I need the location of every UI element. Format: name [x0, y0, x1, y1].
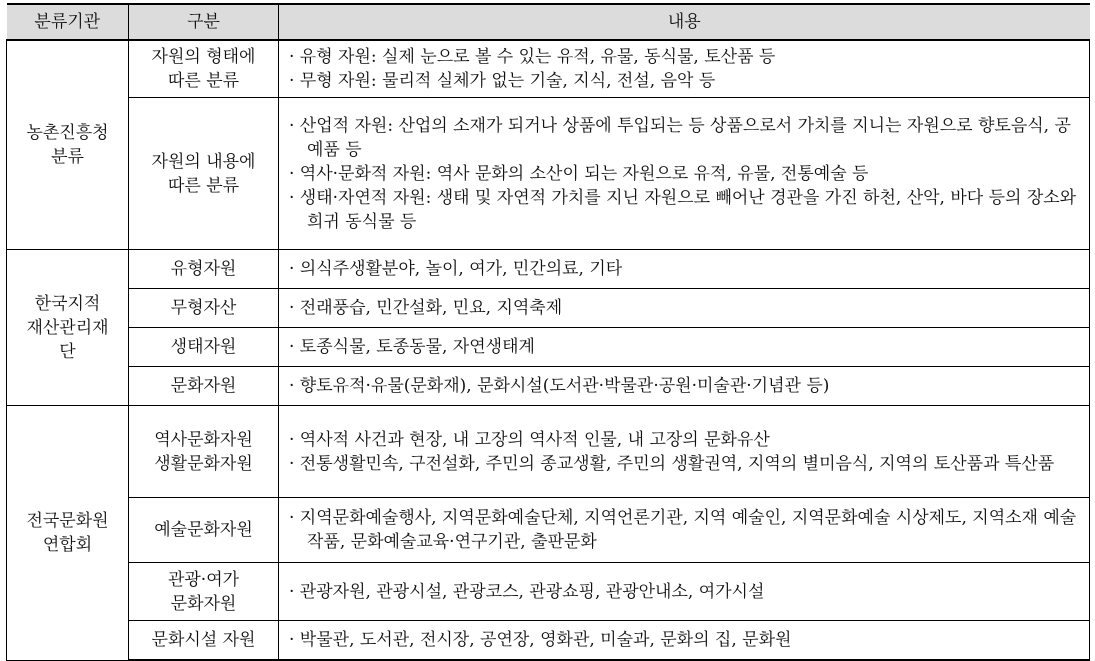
category-cell [129, 498, 279, 563]
table-row [7, 498, 1090, 563]
header-row [7, 4, 1090, 40]
category-cell [129, 98, 279, 250]
category-name: 자원의 형태에 따른 분류 [151, 47, 256, 91]
content-item: · 생태·자연적 자원: 생태 및 자연적 가치를 지닌 자원으로 빼어난 경관을 가진 하천, 산악, 바다 등의 장소와 희귀 동식물 등 [289, 187, 1077, 232]
header-category: 구분 [129, 4, 279, 40]
category-cell [129, 563, 279, 621]
table-row [7, 98, 1090, 250]
header-content: 내용 [279, 4, 1090, 40]
category-name: 생태자원 [170, 337, 237, 357]
category-name: 자원의 내용에 따른 분류 [151, 151, 256, 196]
category-name: 문화자원 [170, 376, 237, 396]
table-row [7, 621, 1090, 661]
content-item: · 유형 자원: 실제 눈으로 볼 수 있는 유적, 유물, 동식물, 토산품 등 [289, 47, 776, 67]
category-name: 무형자산 [170, 298, 237, 318]
category-name: 유형자원 [170, 259, 237, 279]
category-name: 문화시설 자원 [151, 630, 256, 650]
resource-classification-table [6, 3, 1090, 661]
org-name: 한국지적 재산관리재 단 [26, 293, 109, 362]
category-cell [129, 289, 279, 328]
content-item: · 의식주생활분야, 놀이, 여가, 민간의료, 기타 [289, 259, 623, 279]
category-cell [129, 328, 279, 367]
content-item: · 무형 자원: 물리적 실체가 없는 기술, 지식, 전설, 음악 등 [289, 71, 716, 91]
category-cell [129, 406, 279, 498]
category-name: 예술문화자원 [154, 520, 253, 540]
content-cell [279, 406, 1090, 498]
content-item: · 전래풍습, 민간설화, 민요, 지역축제 [289, 298, 563, 318]
category-cell [129, 250, 279, 289]
category-cell [129, 367, 279, 406]
org-name: 농촌진흥청 분류 [26, 123, 109, 167]
content-cell [279, 98, 1090, 250]
content-cell [279, 563, 1090, 621]
org-cell [7, 406, 129, 661]
content-item: · 토종식물, 토종동물, 자연생태계 [289, 337, 535, 357]
category-cell [129, 40, 279, 98]
category-name: 관광·여가 문화자원 [167, 569, 240, 614]
category-cell [129, 621, 279, 661]
content-cell [279, 498, 1090, 563]
table-row [7, 367, 1090, 406]
org-cell [7, 40, 129, 250]
content-cell [279, 250, 1090, 289]
content-cell [279, 621, 1090, 661]
content-item: · 박물관, 도서관, 전시장, 공연장, 영화관, 미술과, 문화의 집, 문화원 [289, 630, 792, 650]
content-item: · 산업적 자원: 산업의 소재가 되거나 상품에 투입되는 등 상품으로서 가치를 지니는 자원으로 향토음식, 공예품 등 [289, 115, 1071, 160]
header-org: 분류기관 [7, 4, 129, 40]
table-row [7, 250, 1090, 289]
content-item: · 관광자원, 관광시설, 관광코스, 관광쇼핑, 관광안내소, 여가시설 [289, 581, 765, 602]
org-name: 전국문화원 연합회 [26, 510, 109, 555]
table-row [7, 406, 1090, 498]
category-name: 역사문화자원 생활문화자원 [154, 429, 253, 474]
table-row [7, 328, 1090, 367]
content-item: · 전통생활민속, 구전설화, 주민의 종교생활, 주민의 생활권역, 지역의 별미음식, 지역의 토산품과 특산품 [289, 453, 1055, 474]
content-cell [279, 40, 1090, 98]
content-item: · 향토유적·유물(문화재), 문화시설(도서관·박물관·공원·미술관·기념관 등) [289, 376, 830, 396]
content-item: · 지역문화예술행사, 지역문화예술단체, 지역언론기관, 지역 예술인, 지역문화예술 시상제도, 지역소재 예술작품, 문화예술교육·연구기관, 출판문화 [289, 508, 1077, 552]
org-cell [7, 250, 129, 406]
content-item: · 역사적 사건과 현장, 내 고장의 역사적 인물, 내 고장의 문화유산 [289, 429, 770, 450]
table-row [7, 563, 1090, 621]
content-cell [279, 367, 1090, 406]
content-item: · 역사·문화적 자원: 역사 문화의 소산이 되는 자원으로 유적, 유물, 전통예술 등 [289, 163, 869, 184]
content-cell [279, 328, 1090, 367]
content-cell [279, 289, 1090, 328]
table-row [7, 289, 1090, 328]
table-row [7, 40, 1090, 98]
